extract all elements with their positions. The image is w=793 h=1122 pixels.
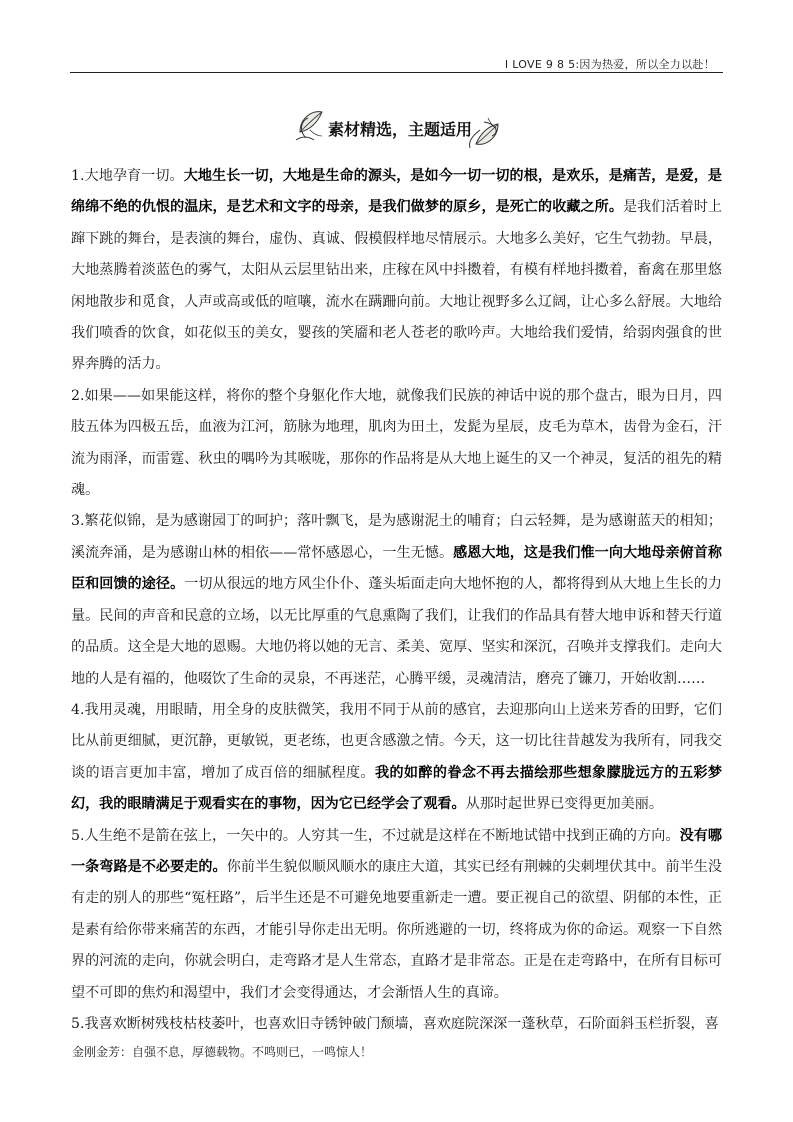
text-segment: 是我们活着时上蹿下跳的舞台，是表演的舞台，虚伪、真诚、假模假样地尽情展示。大地多么美好，它生气勃勃。早晨，大地蒸腾着淡蓝色的雾气，太阳从云层里钻出来，庄稼在风中抖擞着，有模有样地抖擞着，畜禽在那里悠闲地散步和觅食，人声或高或低的喧嚷，流水在蹒跚向前。大地让视野多么辽阔，让心多么舒展。大地给我们喷香的饮食，如花似玉的美女，婴孩的笑靥和老人苍老的歌吟声。大地给我们爱情，给弱肉强食的世界奔腾的活力。 bbox=[71, 199, 722, 373]
text-segment: 1.大地孕育一切。 bbox=[71, 168, 184, 184]
header-divider bbox=[70, 72, 723, 73]
text-segment: 你前半生貌似顺风顺水的康庄大道，其实已经有荆棘的尖刺埋伏其中。前半生没有走的别人的那些“冤枉路”，后半生还是不可避免地要重新走一遭。要正视自己的欲望、阴郁的本性，正是素有给你带来痛苦的东西，才能引导你走出无明。你所逃避的一切，终将成为你的命运。观察一下自然界的河流的走向，你就会明白，走弯路才是人生常态，直路才是非常态。正是在走弯路中，在所有目标可望不可即的焦灼和渴望中，我们才会变得通达，才会渐悟人生的真谛。 bbox=[71, 858, 722, 1001]
highlighted-text: 没有哪一条弯路是不必要走的。 bbox=[71, 827, 722, 875]
highlighted-text: 大地生长一切，大地是生命的源头，是如今一切一切的根，是欢乐，是痛苦，是爱，是绵绵不绝的仇恨的温床，是艺术和文字的母亲，是我们做梦的原乡，是死亡的收藏之所。 bbox=[71, 168, 722, 216]
paragraph bbox=[71, 381, 722, 507]
article-body bbox=[71, 161, 722, 1040]
text-segment: 5.我喜欢断树残枝枯枝萎叶，也喜欢旧寺锈钟破门颓墙，喜欢庭院深深一蓬秋草，石阶面斜玉栏折裂，喜 bbox=[71, 1015, 719, 1032]
highlighted-text: 感恩大地，这是我们惟一向大地母亲俯首称臣和回馈的途径。 bbox=[71, 544, 723, 593]
text-segment: 5.人生绝不是箭在弦上，一矢中的。人穷其一生，不过就是这样在不断地试错中找到正确的方向。 bbox=[71, 827, 680, 844]
highlighted-text: 我的如醉的眷念不再去描绘那些想象朦胧远方的五彩梦幻，我的眼睛满足于观看实在的事物，因为它已经学会了观看。 bbox=[71, 764, 723, 813]
text-segment: 4.我用灵魂，用眼睛，用全身的皮肤微笑，我用不同于从前的感官，去迎那向山上送来芳香的田野，它们比从前更细腻，更沉静，更敏锐，更老练，也更含感激之情。今天，这一切比往昔越发为我所有，同我交谈的语言更加丰富，增加了成百倍的细腻程度。 bbox=[71, 701, 722, 781]
section-banner bbox=[292, 100, 506, 152]
text-segment: 从那时起世界已变得更加美丽。 bbox=[465, 796, 663, 813]
paragraph bbox=[71, 506, 722, 694]
text-segment: 一切从很远的地方风尘仆仆、蓬头垢面走向大地怀抱的人，都将得到从大地上生长的力量。民间的声音和民意的立场，以无比厚重的气息熏陶了我们，让我们的作品具有替大地申诉和替天行道的品质。这全是大地的恩赐。大地仍将以她的无言、柔美、宽厚、坚实和深沉，召唤并支撑我们。走向大地的人是有福的，他啜饮了生命的灵泉，不再迷茫，心腾平缓，灵魂清洁，磨亮了镰刀，开始收割…… bbox=[71, 576, 723, 687]
paragraph bbox=[71, 1009, 722, 1040]
paragraph bbox=[71, 821, 722, 1009]
header-slogan: I LOVE 9 8 5:因为热爱，所以全力以赴！ bbox=[504, 58, 715, 71]
paragraph bbox=[71, 695, 722, 821]
footer-motto: 金刚金芳：自强不息，厚德载物。不鸣则已，一鸣惊人！ bbox=[72, 1045, 373, 1059]
section-title: 素材精选，主题适用 bbox=[327, 120, 472, 139]
text-segment: 2.如果——如果能这样，将你的整个身躯化作大地，就像我们民族的神话中说的那个盘古，眼为日月，四肢五体为四极五岳，血液为江河，筋脉为地理，肌肉为田土，发髭为星辰，皮毛为草木，齿骨为金石，汗流为雨泽，而雷霆、秋虫的喁吟为其喉咙，那你的作品将是从大地上诞生的又一个神灵，复活的祖先的精魂。 bbox=[71, 387, 722, 499]
paragraph bbox=[71, 161, 722, 381]
text-segment: 3.繁花似锦，是为感谢园丁的呵护；落叶飘飞，是为感谢泥土的哺育；白云轻舞，是为感谢蓝天的相知；溪流奔涌，是为感谢山林的相依——常怀感恩心，一生无憾。 bbox=[71, 513, 722, 561]
